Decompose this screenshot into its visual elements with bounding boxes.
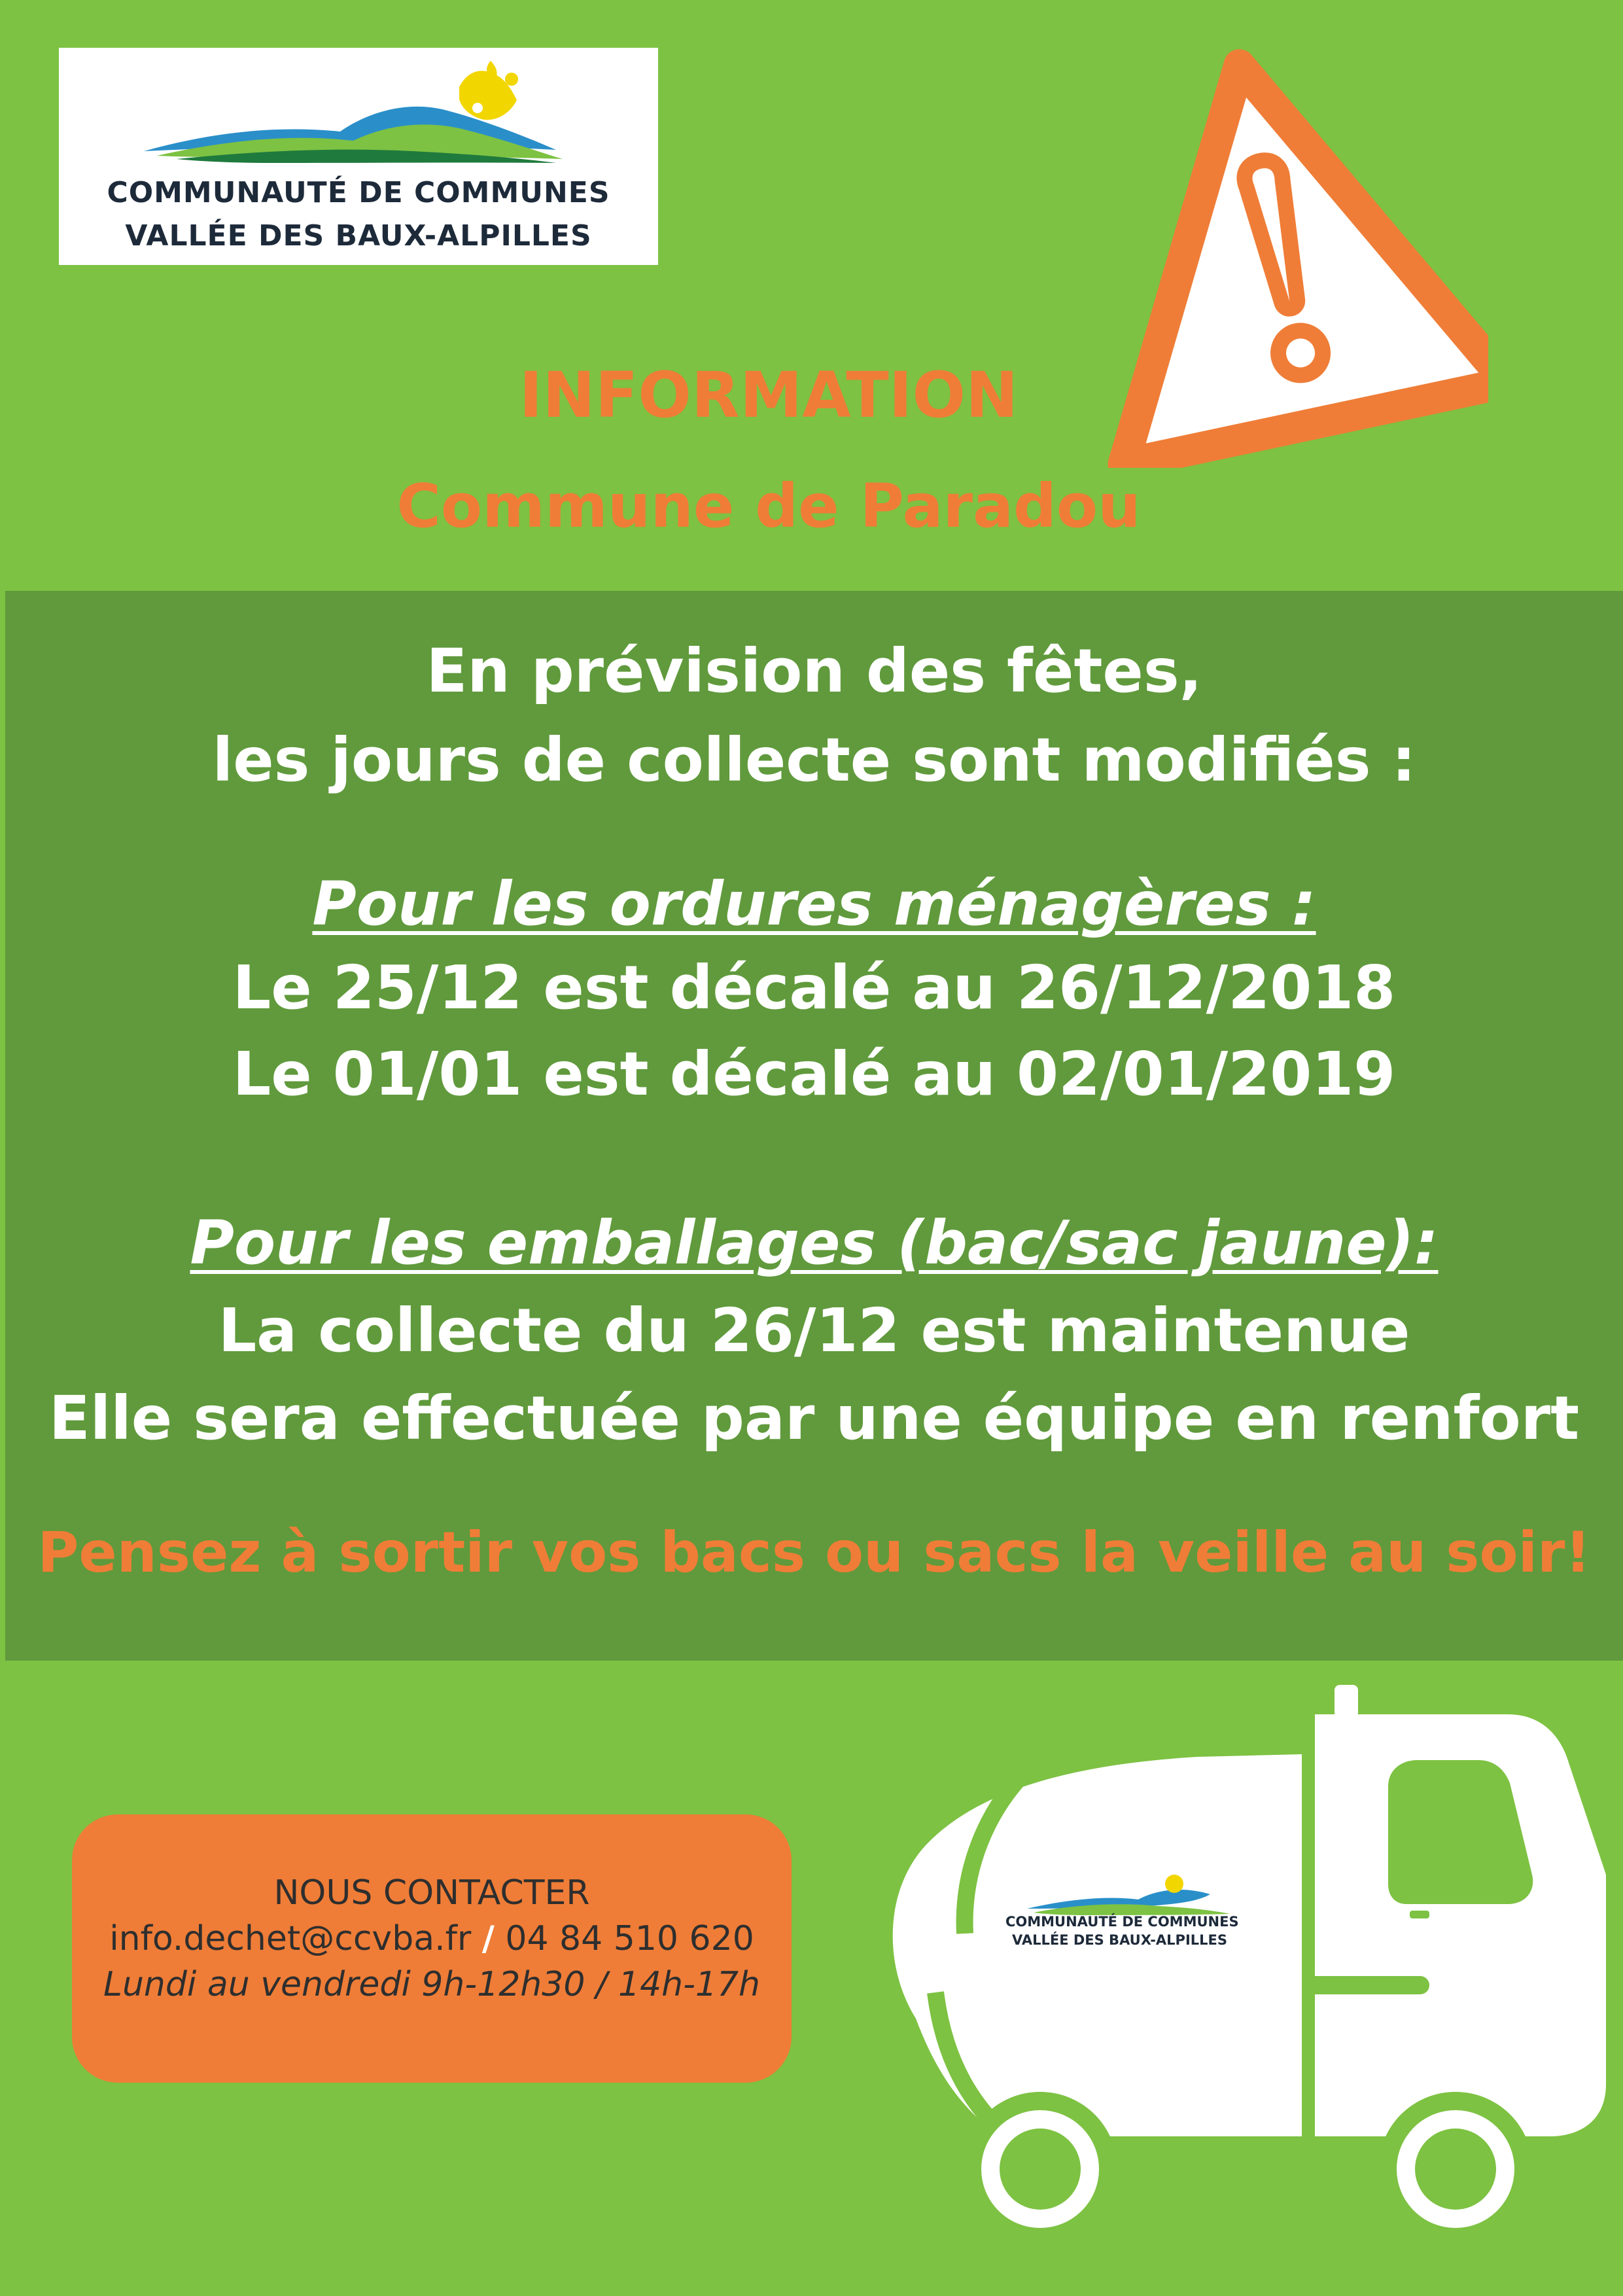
commune-subtitle: Commune de Paradou [396,471,1141,541]
notice-panel [5,591,1623,1661]
logo-text-line-2: VALLÉE DES BAUX-ALPILLES [125,219,592,253]
household-change-line-1: Le 25/12 est décalé au 26/12/2018 [232,953,1396,1023]
information-title: INFORMATION [519,359,1019,432]
household-change-line-2: Le 01/01 est décalé au 02/01/2019 [232,1039,1396,1109]
contact-separator: / [481,1919,495,1958]
contact-phone[interactable]: 04 84 510 620 [505,1919,754,1958]
logo-text-line-1: COMMUNAUTÉ DE COMMUNES [107,176,610,209]
garbage-truck-icon [844,1678,1616,2254]
ccvba-logo [59,48,658,265]
truck-logo-text-line-2: VALLÉE DES BAUX-ALPILLES [1012,1932,1227,1948]
contact-email-phone [72,1919,792,1958]
contact-title: NOUS CONTACTER [273,1873,590,1913]
packaging-line-1: La collecte du 26/12 est maintenue [218,1296,1410,1366]
packaging-line-2: Elle sera effectuée par une équipe en renfort [48,1383,1580,1453]
reminder-text: Pensez à sortir vos bacs ou sacs la veille au soir! [37,1520,1591,1585]
contact-hours: Lundi au vendredi 9h-12h30 / 14h-17h [103,1965,760,2004]
intro-line-1: En prévision des fêtes, [426,636,1202,706]
contact-email[interactable]: info.dechet@ccvba.fr [109,1919,472,1958]
household-waste-heading: Pour les ordures ménagères : [312,869,1316,939]
packaging-heading: Pour les emballages (bac/sac jaune): [190,1208,1439,1278]
intro-line-2: les jours de collecte sont modifiés : [212,725,1416,795]
truck-logo-text-line-1: COMMUNAUTÉ DE COMMUNES [1005,1914,1239,1930]
contact-box [72,1814,792,2083]
